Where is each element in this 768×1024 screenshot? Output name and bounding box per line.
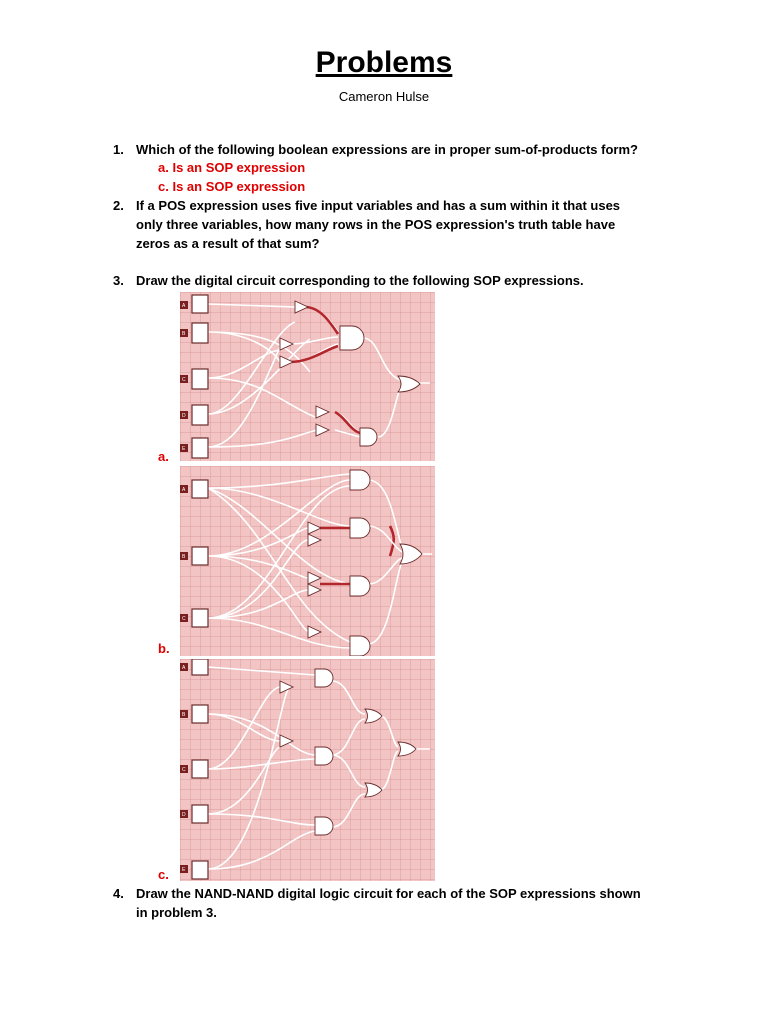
q3-number: 3. [113, 273, 124, 288]
circuit-b-input-b [180, 547, 208, 565]
svg-text:B: B [182, 554, 186, 560]
q2-line-2: only three variables, how many rows in the POS expression's truth table have [136, 217, 616, 232]
circuit-c-input-d [180, 805, 208, 823]
circuit-a-input-d [180, 405, 208, 425]
author-name: Cameron Hulse [338, 89, 430, 104]
svg-text:C: C [182, 767, 186, 773]
svg-text:A: A [182, 665, 186, 671]
circuit-c-input-b [180, 705, 208, 723]
svg-text:C: C [182, 616, 186, 622]
q1-answer-a: a. Is an SOP expression [158, 160, 306, 175]
circuit-b-input-c [180, 609, 208, 627]
circuit-c-diagram [180, 659, 435, 881]
svg-text:A: A [182, 487, 186, 493]
q1-number: 1. [113, 142, 124, 157]
svg-text:E: E [182, 867, 186, 873]
circuit-a-input-b [180, 323, 208, 343]
circuit-a-image [180, 292, 435, 461]
q4-line-2: in problem 3. [136, 905, 217, 920]
circuit-label-a: a. [158, 449, 169, 464]
circuit-label-b: b. [158, 641, 170, 656]
circuit-b-diagram [180, 466, 435, 656]
circuit-a-input-e [180, 438, 208, 458]
q2-line-1: If a POS expression uses five input variables and has a sum within it that uses [136, 198, 621, 213]
svg-text:E: E [182, 446, 186, 452]
circuit-a-input-c [180, 369, 208, 389]
circuit-b-input-a [180, 480, 208, 498]
page-title: Problems [315, 46, 453, 79]
circuit-label-c: c. [158, 867, 169, 882]
circuit-a-input-a [180, 295, 208, 313]
q4-line-1: Draw the NAND-NAND digital logic circuit for each of the SOP expressions shown [136, 886, 641, 901]
circuit-c-input-a [180, 659, 208, 675]
circuit-a-diagram [180, 292, 435, 461]
circuit-c-input-e [180, 861, 208, 879]
circuit-c-input-c [180, 760, 208, 778]
svg-text:B: B [182, 331, 186, 337]
q2-line-3: zeros as a result of that sum? [136, 236, 320, 251]
svg-text:A: A [182, 303, 186, 309]
svg-text:D: D [182, 812, 186, 818]
svg-text:C: C [182, 377, 186, 383]
svg-text:B: B [182, 712, 186, 718]
q1-text: Which of the following boolean expressions are in proper sum-of-products form? [136, 142, 638, 157]
circuit-b-image [180, 466, 435, 656]
q1-answer-c: c. Is an SOP expression [158, 179, 306, 194]
circuit-c-image [180, 659, 435, 881]
q3-text: Draw the digital circuit corresponding to the following SOP expressions. [136, 273, 584, 288]
q4-number: 4. [113, 886, 124, 901]
svg-text:D: D [182, 413, 186, 419]
q2-number: 2. [113, 198, 124, 213]
